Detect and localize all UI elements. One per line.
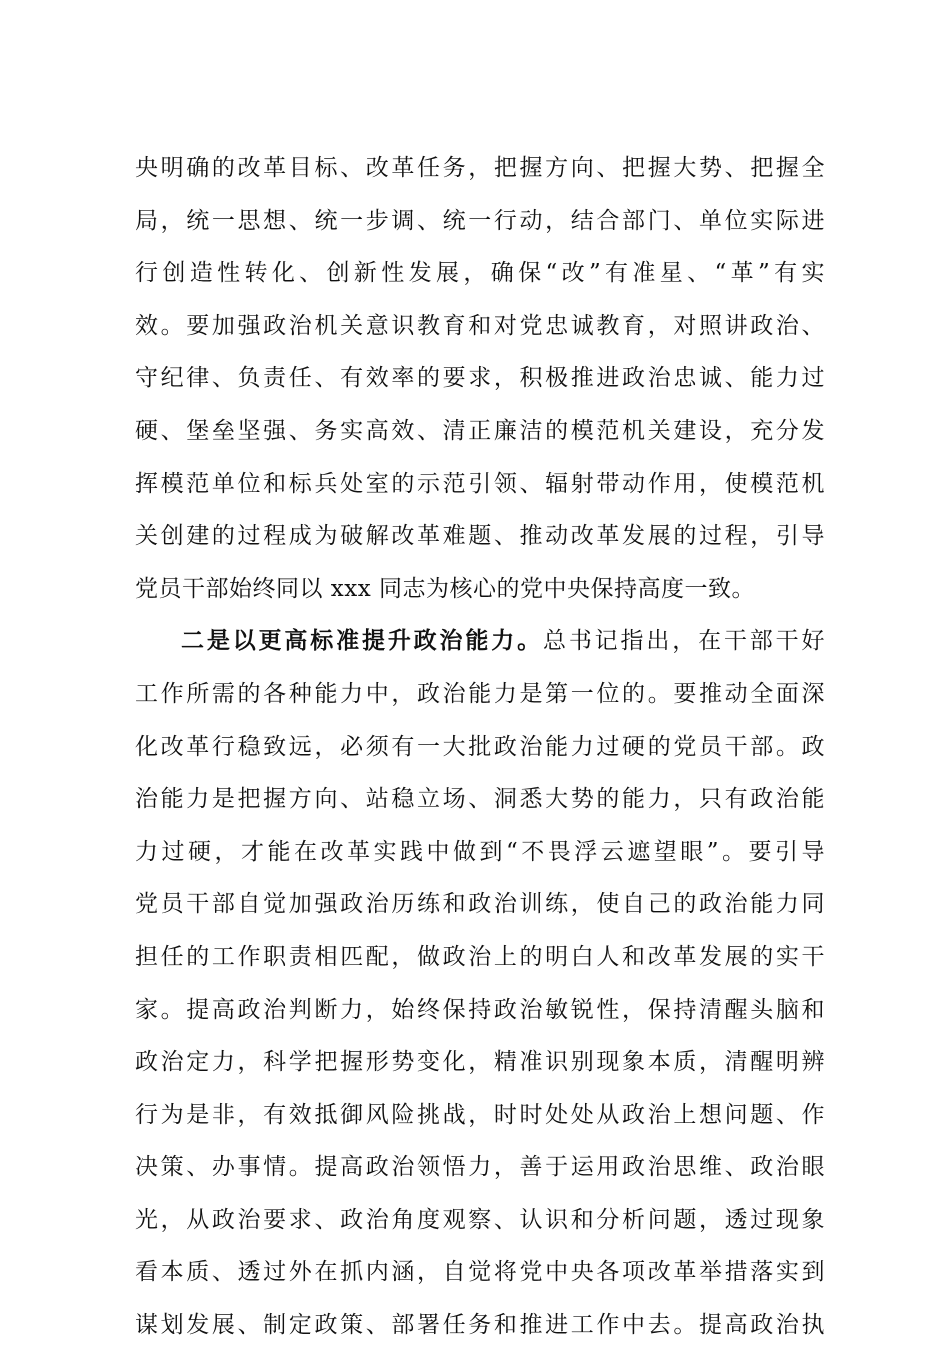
paragraph2-line: 家。提高政治判断力，始终保持政治敏锐性，保持清醒头脑和: [135, 996, 825, 1023]
paragraph1-line: 党员干部始终同以 xxx 同志为核心的党中央保持高度一致。: [135, 575, 756, 602]
paragraph2-line: 光，从政治要求、政治角度观察、认识和分析问题，透过现象: [135, 1206, 825, 1233]
paragraph1-line: 挥模范单位和标兵处室的示范引领、辐射带动作用，使模范机: [135, 470, 825, 497]
paragraph1-line: 效。要加强政治机关意识教育和对党忠诚教育，对照讲政治、: [135, 312, 825, 339]
paragraph2-line: 决策、办事情。提高政治领悟力，善于运用政治思维、政治眼: [135, 1154, 825, 1181]
paragraph1-line: 行创造性转化、创新性发展，确保“改”有准星、“革”有实: [135, 260, 825, 287]
paragraph2-line: 担任的工作职责相匹配，做政治上的明白人和改革发展的实干: [135, 943, 825, 970]
paragraph2-heading: 二是以更高标准提升政治能力。: [181, 627, 543, 655]
paragraph2-line: 党员干部自觉加强政治历练和政治训练，使自己的政治能力同: [135, 891, 825, 918]
paragraph1-line: 守纪律、负责任、有效率的要求，积极推进政治忠诚、能力过: [135, 365, 825, 392]
paragraph2-line: 行为是非，有效抵御风险挑战，时时处处从政治上想问题、作: [135, 1101, 825, 1128]
paragraph2-line: 治能力是把握方向、站稳立场、洞悉大势的能力，只有政治能: [135, 786, 825, 813]
paragraph2-first-line-rest: 总书记指出，在干部干好: [542, 628, 826, 655]
paragraph2-line: 看本质、透过外在抓内涵，自觉将党中央各项改革举措落实到: [135, 1259, 825, 1286]
paragraph1-line: 关创建的过程成为破解改革难题、推动改革发展的过程，引导: [135, 523, 825, 550]
paragraph1-line: 硬、堡垒坚强、务实高效、清正廉洁的模范机关建设，充分发: [135, 417, 825, 444]
paragraph1-line: 局，统一思想、统一步调、统一行动，结合部门、单位实际进: [135, 207, 825, 234]
paragraph2-line: 工作所需的各种能力中，政治能力是第一位的。要推动全面深: [135, 680, 825, 707]
paragraph2-first-line: [135, 615, 825, 668]
paragraph2-line: 政治定力，科学把握形势变化，精准识别现象本质，清醒明辨: [135, 1049, 825, 1076]
body-text: [135, 142, 825, 1352]
paragraph2-line: 谋划发展、制定政策、部署任务和推进工作中去。提高政治执: [135, 1312, 825, 1339]
paragraph2-line: 化改革行稳致远，必须有一大批政治能力过硬的党员干部。政: [135, 733, 825, 760]
paragraph2-line: 力过硬，才能在改革实践中做到“不畏浮云遮望眼”。要引导: [135, 838, 825, 865]
paragraph1-line: 央明确的改革目标、改革任务，把握方向、把握大势、把握全: [135, 155, 825, 181]
